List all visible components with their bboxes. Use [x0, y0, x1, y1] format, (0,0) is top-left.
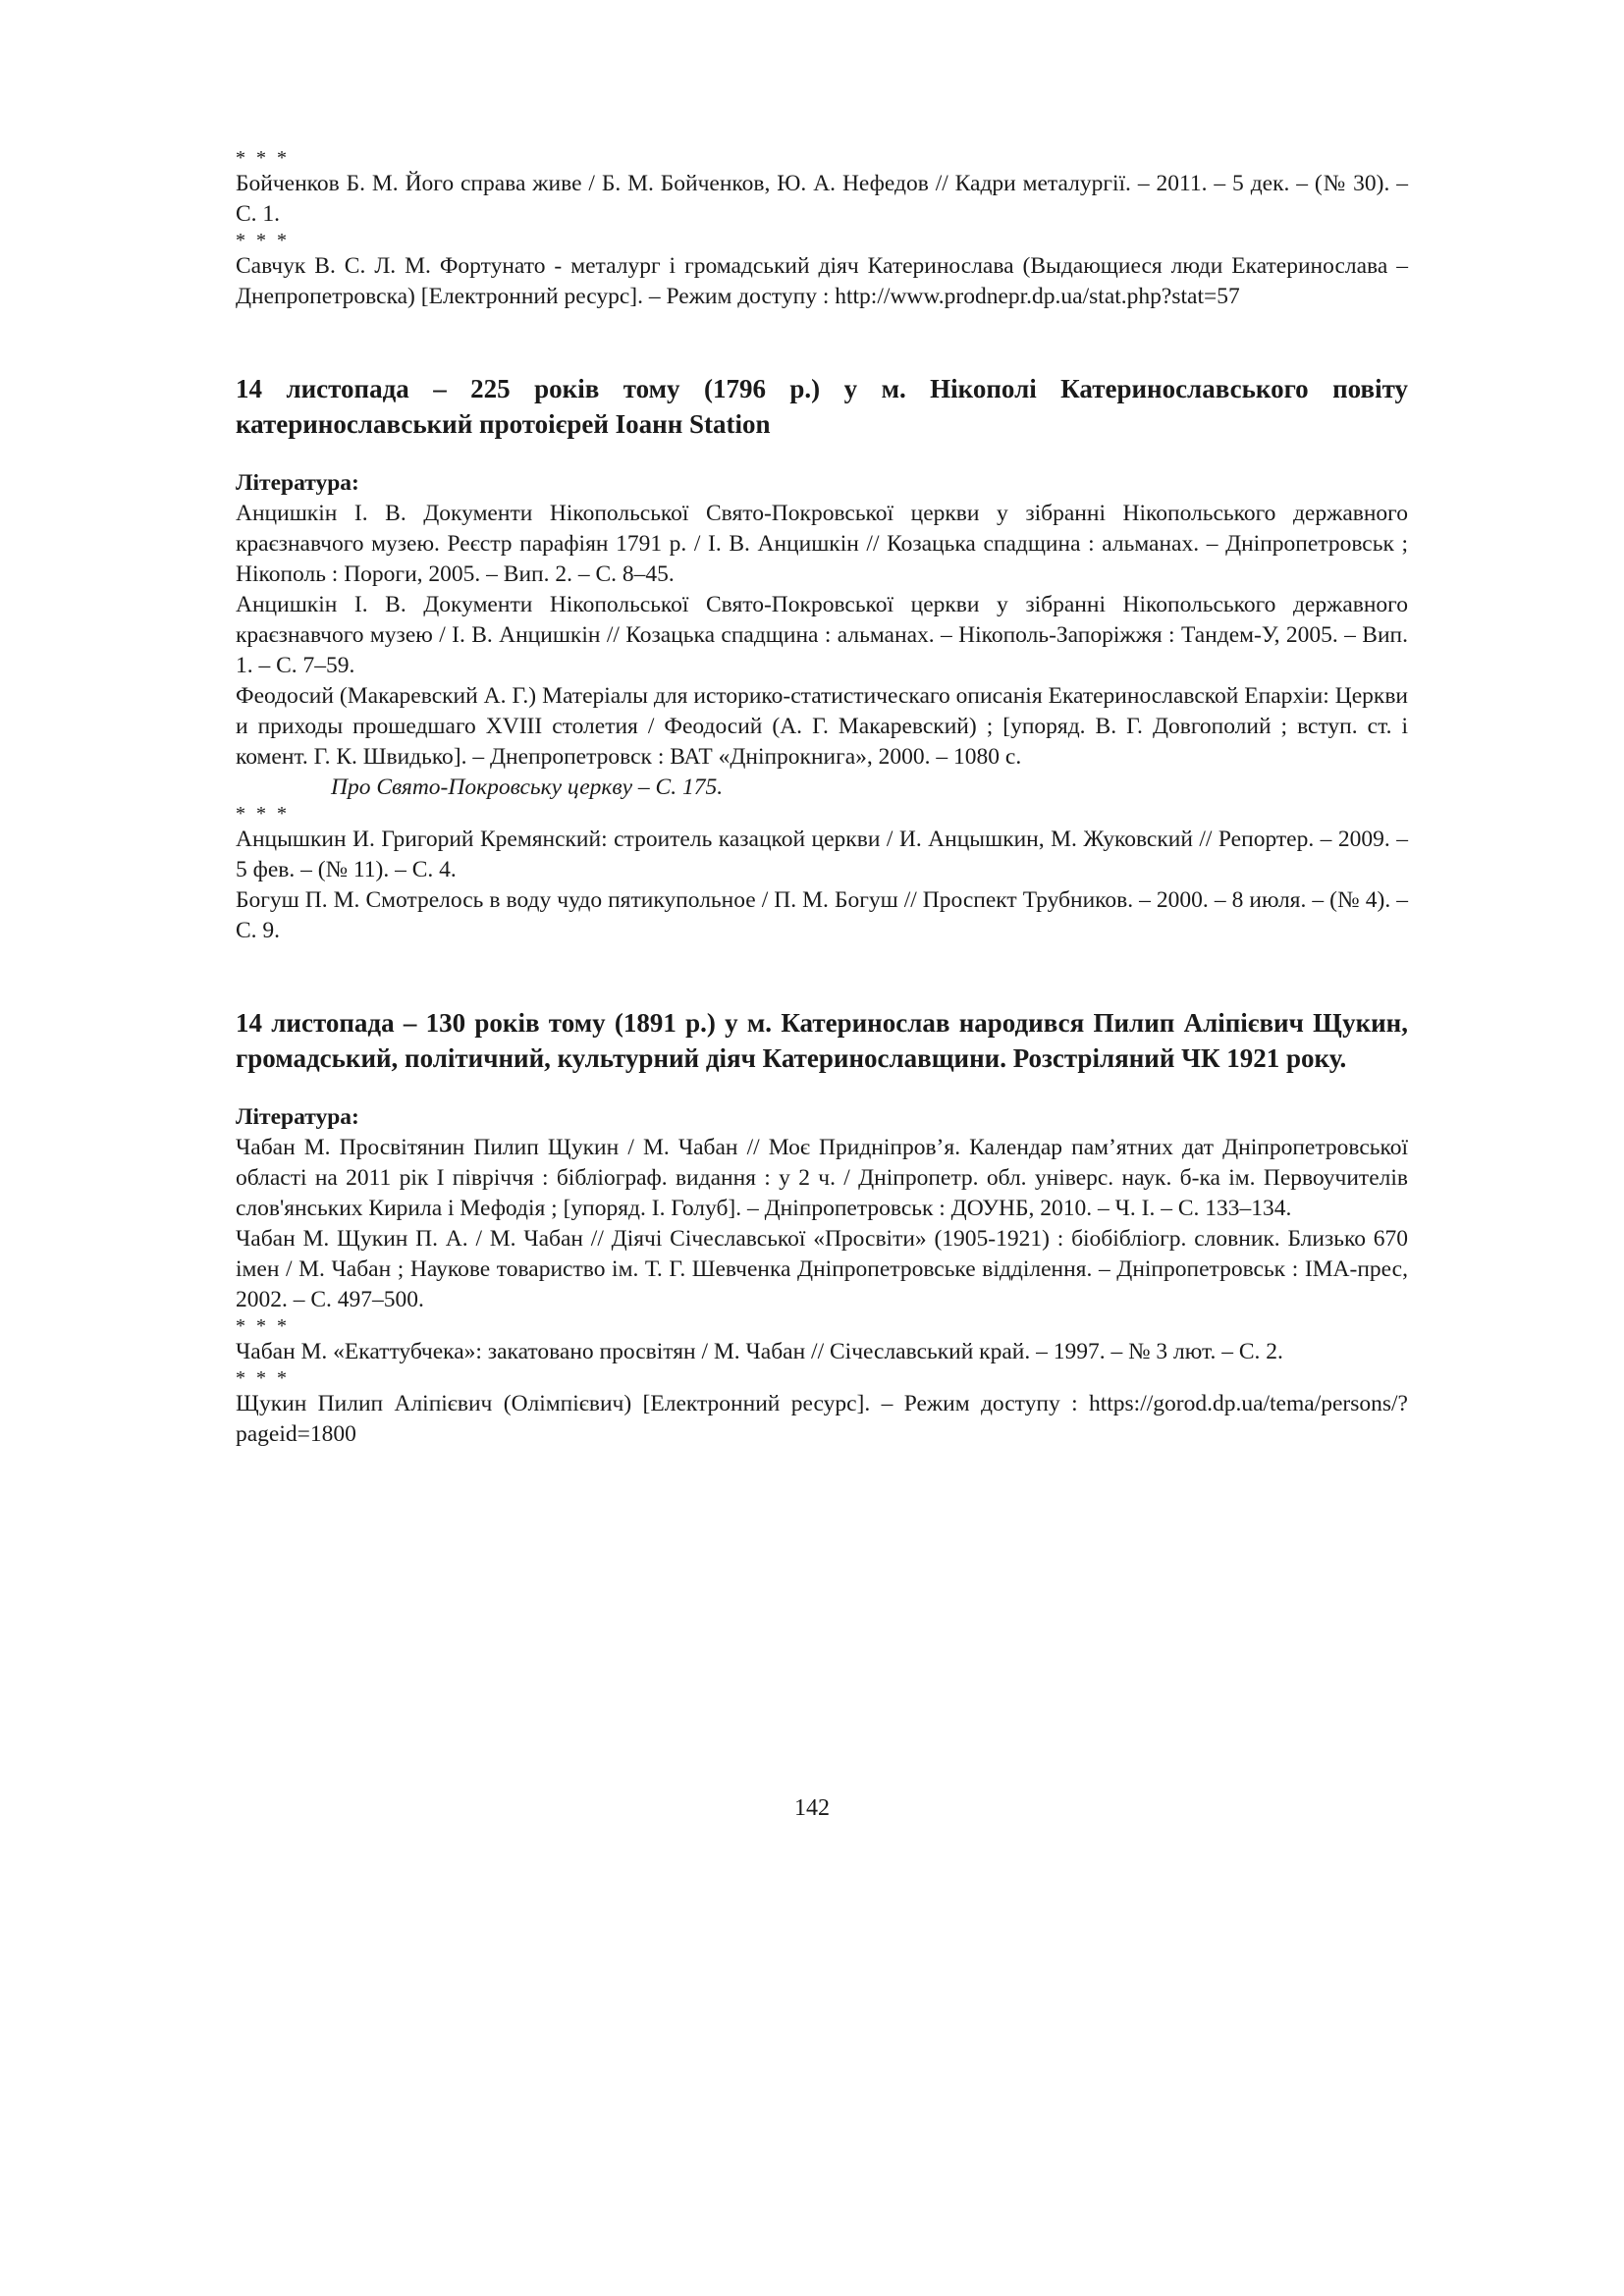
bibliography-entry: Анцышкин И. Григорий Кремянский: строитель казацкой церкви / И. Анцышкин, М. Жуковский // Репортер. – 2009. – 5 фев. – (№ 11). – С. 4. [236, 827, 1408, 882]
separator: * * * [236, 147, 290, 169]
document-page [236, 147, 1408, 1450]
separator: * * * [236, 230, 290, 251]
literature-label: Література: [236, 1104, 359, 1130]
section-heading: 14 листопада – 130 років тому (1891 р.) у м. Катеринослав народився Пилип Аліпієвич Щукин, громадський, політичний, культурний діяч Катеринославщини. Розстріляний ЧК 1921 року. [236, 1008, 1408, 1073]
bibliography-entry: Феодосий (Макаревский А. Г.) Матеріалы для историко-статистическаго описанія Екатеринославской Епархіи: Церкви и приходы прошедшаго XVIII столетия / Феодосий (А. Г. Макаревский) ; [упоряд. В. Г. Довгополий ; вступ. ст. і комент. Г. К. Швидько]. – Днепропетровск : ВАТ «Дніпрокнига», 2000. – 1080 с. [236, 683, 1408, 770]
bibliography-entry: Щукин Пилип Аліпієвич (Олімпієвич) [Електронний ресурс]. – Режим доступу : https://gorod.dp.ua/tema/persons/?pageid=1800 [236, 1391, 1408, 1447]
entry-note: Про Свято-Покровську церкву – С. 175. [331, 774, 724, 800]
bibliography-entry: Савчук В. С. Л. М. Фортунато - металург і громадський діяч Катеринослава (Выдающиеся люди Екатеринослава – Днепропетровска) [Електронний ресурс]. – Режим доступу : http://www.prodnepr.dp.ua/stat.php?stat=57 [236, 253, 1408, 309]
bibliography-entry: Чабан М. «Екаттубчека»: закатовано просвітян / М. Чабан // Січеславський край. – 1997. – № 3 лют. – С. 2. [236, 1339, 1283, 1364]
bibliography-entry: Чабан М. Щукин П. А. / М. Чабан // Діячі Січеславської «Просвіти» (1905-1921) : біобібліогр. словник. Близько 670 імен / М. Чабан ; Наукове товариство ім. Т. Г. Шевченка Дніпропетровське відділення. – Дніпропетровськ : ІМА-прес, 2002. – С. 497–500. [236, 1226, 1408, 1312]
bibliography-entry: Анцишкін І. В. Документи Нікопольської Свято-Покровської церкви у зібранні Нікопольського державного краєзнавчого музею. Реєстр парафіян 1791 р. / І. В. Анцишкін // Козацька спадщина : альманах. – Дніпропетровськ ; Нікополь : Пороги, 2005. – Вип. 2. – С. 8–45. [236, 501, 1408, 587]
section-heading: 14 листопада – 225 років тому (1796 р.) у м. Нікополі Катеринославського повіту катеринославський протоієрей Іоанн Station [236, 374, 1408, 439]
bibliography-entry: Богуш П. М. Смотрелось в воду чудо пятикупольное / П. М. Богуш // Проспект Трубников. – 2000. – 8 июля. – (№ 4). – С. 9. [236, 887, 1408, 943]
separator: * * * [236, 1315, 290, 1337]
bibliography-entry: Чабан М. Просвітянин Пилип Щукин / М. Чабан // Моє Придніпров’я. Календар пам’ятних дат Дніпропетровської області на 2011 рік І півріччя : бібліограф. видання : у 2 ч. / Дніпропетр. обл. універс. наук. б-ка ім. Первоучителів слов'янських Кирила і Мефодія ; [упоряд. І. Голуб]. – Дніпропетровськ : ДОУНБ, 2010. – Ч. І. – С. 133–134. [236, 1135, 1408, 1221]
separator: * * * [236, 1367, 290, 1389]
separator: * * * [236, 803, 290, 825]
literature-label: Література: [236, 470, 359, 496]
bibliography-entry: Бойченков Б. М. Його справа живе / Б. М. Бойченков, Ю. А. Нефедов // Кадри металургії. – 2011. – 5 дек. – (№ 30). – С. 1. [236, 171, 1408, 227]
page-number: 142 [794, 1795, 830, 1821]
bibliography-entry: Анцишкін І. В. Документи Нікопольської Свято-Покровської церкви у зібранні Нікопольського державного краєзнавчого музею / І. В. Анцишкін // Козацька спадщина : альманах. – Нікополь-Запоріжжя : Тандем-У, 2005. – Вип. 1. – С. 7–59. [236, 592, 1408, 678]
